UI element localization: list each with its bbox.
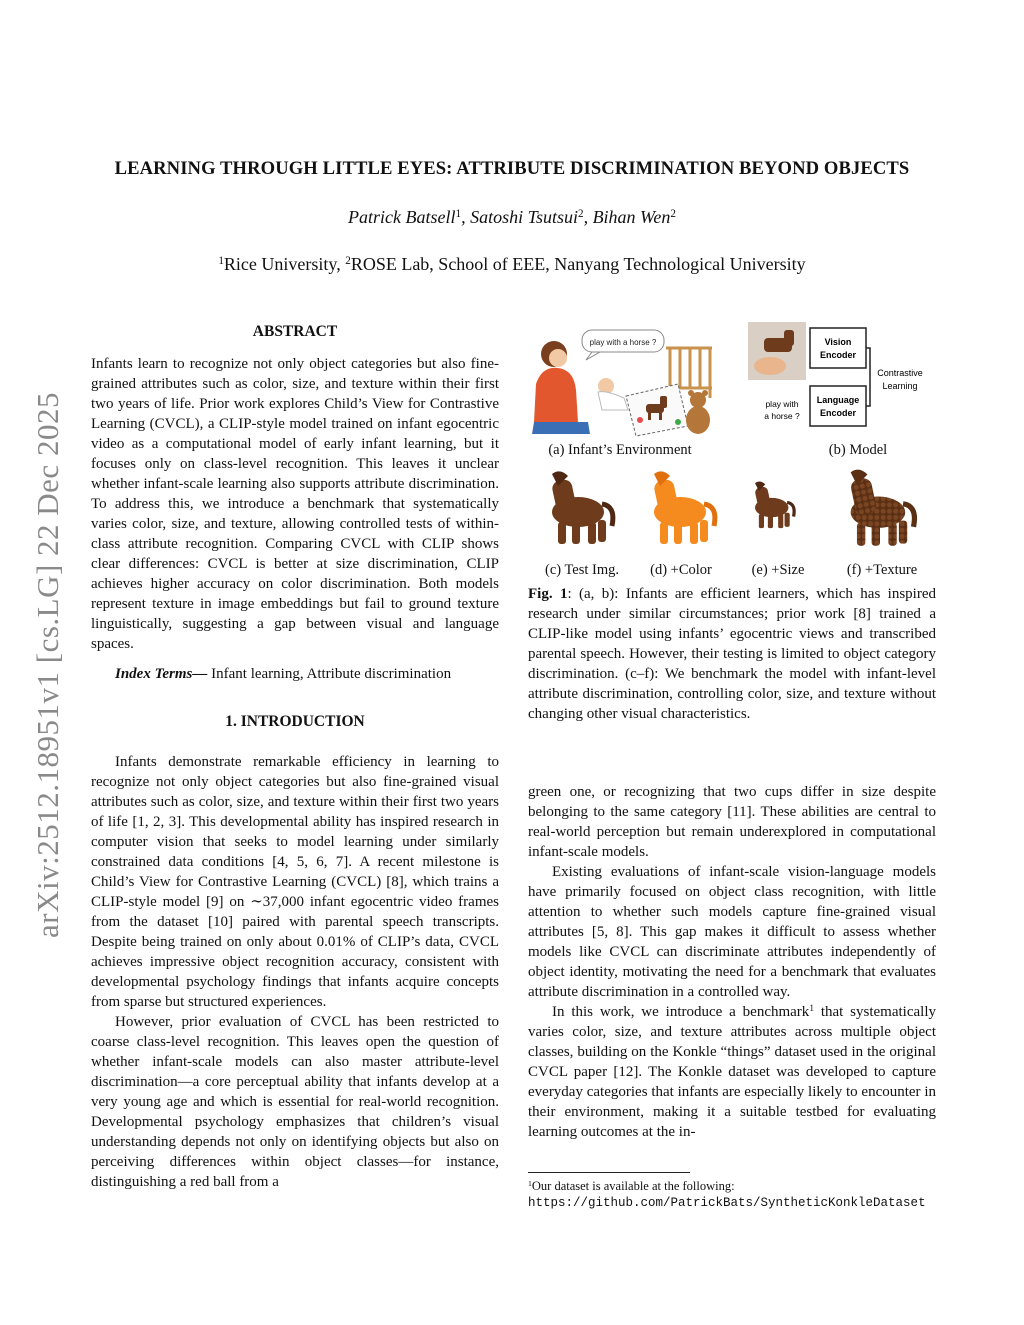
svg-text:a horse ?: a horse ?	[764, 411, 800, 421]
left-column	[91, 322, 499, 1192]
subcaption-e: (e) +Size	[751, 562, 805, 578]
right-column	[528, 782, 936, 1142]
horse-size-image	[746, 478, 800, 532]
svg-text:Language: Language	[816, 395, 860, 405]
figure-caption	[528, 584, 936, 724]
affiliations	[60, 254, 964, 275]
arxiv-id: arXiv:2512.18951v1 [cs.LG] 22 Dec 2025	[30, 392, 65, 938]
author-3: Bihan Wen$^2$	[592, 207, 676, 227]
svg-text:Encoder: Encoder	[819, 408, 857, 418]
index-terms-label: Index Terms—	[115, 666, 208, 682]
subcaption-b: (b) Model	[828, 442, 888, 458]
intro-paragraph-3: Existing evaluations of infant-scale vision-language models have primarily focused on object class recognition, with little attention to whether such models capture fine-grained visual attributes [5, 8]. This gap makes it difficult to assess whether models like CVCL can discriminate attributes independently of object identity, motivating the need for a benchmark that evaluates attribute discrimination in a controlled way.	[528, 864, 936, 1000]
affiliation-1: $^1$Rice University,	[218, 254, 346, 274]
vision-encoder-box	[810, 328, 866, 368]
horse-texture-image	[836, 464, 924, 552]
affiliation-2: $^2$ROSE Lab, School of EEE, Nanyang Technological University	[345, 254, 806, 274]
mother-figure	[534, 368, 578, 422]
svg-text:play with: play with	[765, 399, 799, 409]
index-terms	[91, 664, 499, 684]
subcaption-f: (f) +Texture	[846, 562, 918, 578]
intro-paragraph-2-continued: green one, or recognizing that two cups differ in size despite belonging to the same category [11]. These abilities are central to real-world perception but remain underexplored in computational infant-scale models.	[528, 784, 936, 860]
subcaption-a: (a) Infant’s Environment	[548, 442, 692, 458]
language-encoder-box	[810, 386, 866, 426]
svg-text:Contrastive: Contrastive	[877, 368, 923, 378]
abstract-heading: ABSTRACT	[252, 323, 338, 340]
figure-caption-label: Fig. 1	[528, 586, 568, 602]
abstract-text: Infants learn to recognize not only object categories but also fine-grained attributes such as color, size, and texture within their first two years of life. Prior work explores Child’s View for Contrastive Learning (CVCL), a CLIP-style model trained on infant egocentric video as a computational model of early infant learning, but it focuses only on class-level recognition. This leaves it unclear whether infant-scale learning also supports attribute discrimination. To address this, we introduce a benchmark that systematically varies color, size, and texture, allowing controlled tests of within-class attribute recognition. Comparing CVCL with CLIP shows clear differences: CVCL is better at size discrimination, CLIP achieves higher accuracy on color discrimination. Both models represent texture in image embeddings but fail to ground texture linguistically, suggesting a gap between visual and language spaces.	[91, 356, 499, 652]
intro-paragraph-4: In this work, we introduce a benchmark$^1$ that systematically varies color, size, and texture attributes across multiple object classes, building on the Konkle “things” dataset used in the original CVCL paper [12]. The Konkle dataset was developed to capture everyday categories that infants are especially likely to encounter in their environment, making it a suitable testbed for evaluating learning outcomes at the in-	[528, 1003, 936, 1140]
horse-test-image	[538, 466, 622, 550]
intro-heading: 1. INTRODUCTION	[225, 713, 365, 730]
author-1: Patrick Batsell$^1$,	[348, 207, 471, 227]
paper-title: LEARNING THROUGH LITTLE EYES: ATTRIBUTE DISCRIMINATION BEYOND OBJECTS	[114, 158, 910, 179]
footnote	[528, 1178, 938, 1211]
footnote-ref: 1	[809, 1003, 814, 1014]
subcaption-d: (d) +Color	[650, 562, 712, 578]
speech-bubble-text: play with a horse ?	[589, 338, 657, 347]
svg-text:Encoder: Encoder	[819, 350, 857, 360]
author-2: Satoshi Tsutsui$^2$,	[470, 207, 593, 227]
footnote-divider	[528, 1172, 690, 1173]
index-terms-text: Infant learning, Attribute discrimination	[207, 666, 452, 682]
model-diagram	[746, 320, 936, 438]
footnote-text: Our dataset is available at the following:	[531, 1179, 735, 1193]
figure-1	[528, 318, 936, 748]
subcaption-c: (c) Test Img.	[544, 562, 619, 578]
infant-environment-illustration	[528, 326, 712, 438]
footnote-mark: 1	[528, 1178, 532, 1188]
intro-paragraph-1: Infants demonstrate remarkable efficiency in learning to recognize not only object categories but also fine-grained visual attributes such as color, size, and texture within their first two years of life [1, 2, 3]. This developmental ability has inspired research in computer vision that seeks to model learning under similarly constrained data conditions [4, 5, 6, 7]. A recent milestone is Child’s View for Contrastive Learning (CVCL) [8], which trains a CLIP-style model [9] on ∼37,000 infant egocentric video frames from the dataset [10] paired with parental speech transcripts. Despite being trained on only about 0.01% of CLIP’s data, CVCL achieves impressive object recognition accuracy, consistent with developmental psychology findings that infants acquire concepts from sparse but structured experiences.	[91, 754, 499, 1010]
arxiv-stamp	[28, 370, 68, 960]
intro-paragraph-2: However, prior evaluation of CVCL has been restricted to coarse class-level recognition. This leaves open the question of whether infant-scale models can also master attribute-level discrimination—a core perceptual ability that infants develop at a very young age and which is essential for real-world recognition. Developmental psychology emphasizes that children’s visual understanding depends not only on identifying objects but also on perceiving differences within object classes—for instance, distinguishing a red ball from a	[91, 1014, 499, 1190]
svg-text:Vision: Vision	[824, 337, 852, 347]
figure-caption-text: : (a, b): Infants are efficient learners, which has inspired research under similar circumstances; prior work [8] trained a CLIP-like model using infants’ egocentric views and transcribed parental speech. However, their testing is limited to object category discrimination. (c–f): We benchmark the model with infant-level attribute discrimination, controlling color, size, and texture without changing other visual characteristics.	[528, 586, 936, 722]
svg-text:Learning: Learning	[882, 381, 918, 391]
author-list	[60, 207, 964, 228]
horse-color-image	[640, 466, 724, 550]
dataset-link[interactable]: https://github.com/PatrickBats/SyntheticKonkleDataset	[528, 1196, 926, 1210]
